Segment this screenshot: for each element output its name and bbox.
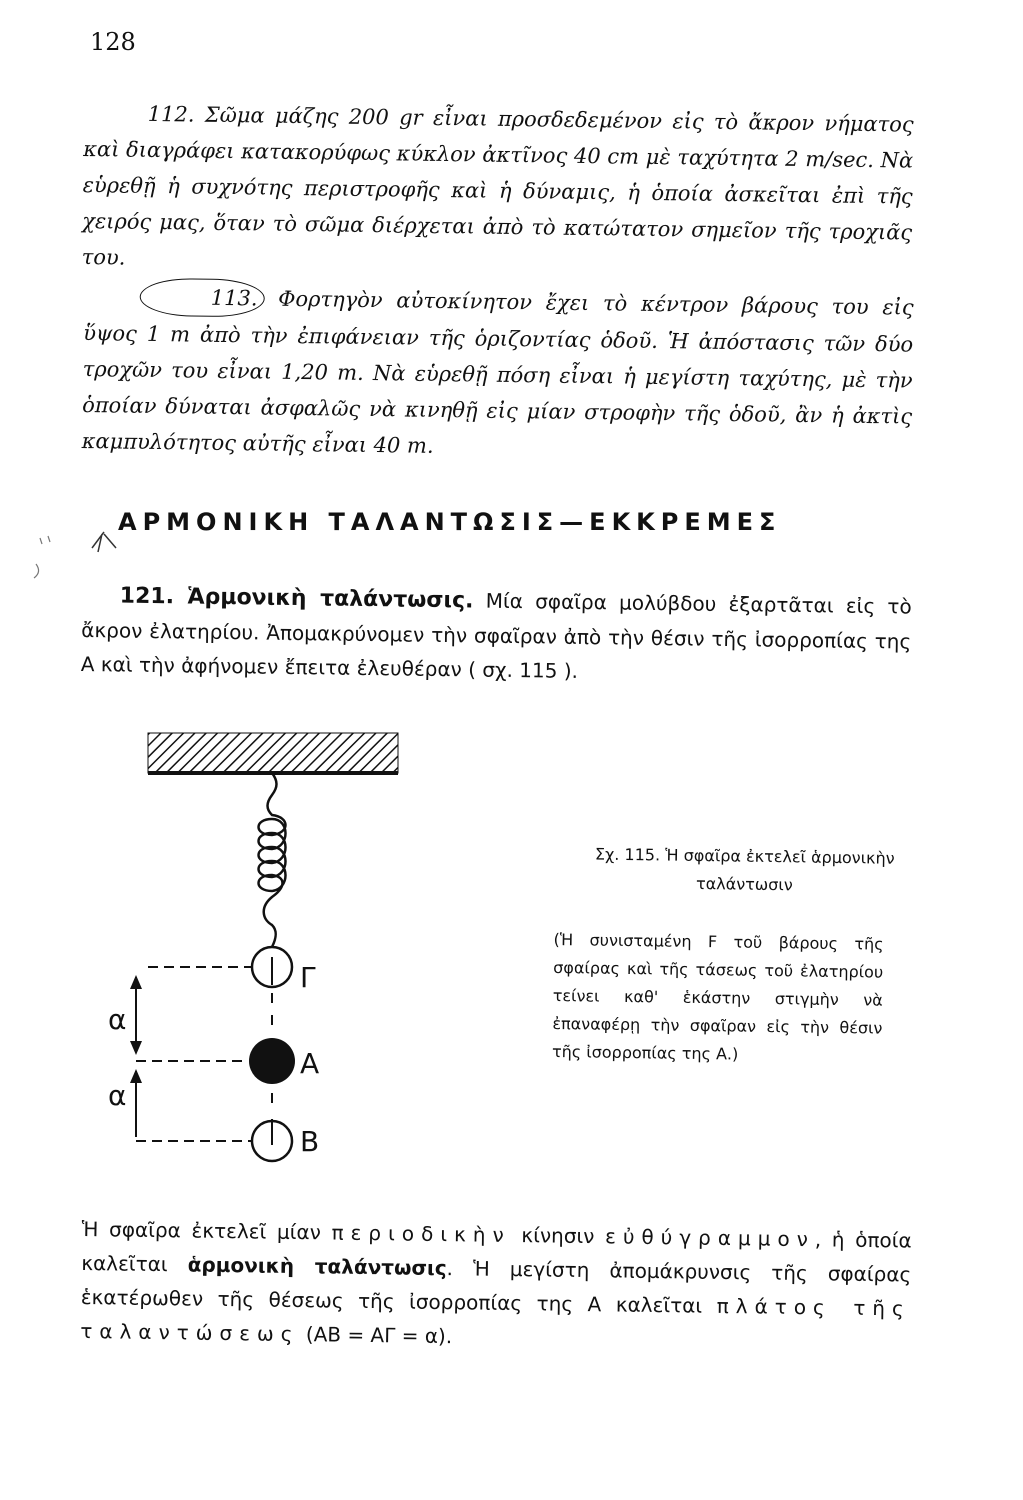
- problem-113-number: 113.: [139, 278, 264, 318]
- arrowhead-up: [130, 975, 142, 989]
- figure-caption: [552, 840, 915, 1071]
- arrowhead-mid-up: [130, 1069, 142, 1083]
- term-harmonic-oscillation: ἁρμονικὴ ταλάντωσις: [187, 1252, 447, 1281]
- term-amplitude: πλάτος τῆς ταλαντώσεως: [80, 1293, 911, 1347]
- bottom-text-7: . Ἡ μεγίστη ἀπομάκρυνσις τῆς σφαίρας ἑκατέρωθεν τῆς θέσεως τῆς ἰσορροπίας της Α καλεῖται: [80, 1256, 912, 1318]
- bottom-text-3: κίνησιν: [510, 1222, 606, 1249]
- term-periodic: περιοδικὴν: [331, 1220, 511, 1247]
- problem-112-text: Σῶμα μάζης 200 gr εἶναι προσδεδεμένον εἰς τὸ ἄκρον νήματος καὶ διαγράφει κατακορύφως κύκλον ἀκτῖνος 40 cm μὲ ταχύτητα 2 m/sec. Νὰ εὑρεθῇ ἡ συχνότης περιστροφῆς καὶ ἡ δύναμις, ἡ ὁποία ἀσκεῖται ἐπὶ τῆς χειρός μας, ὅταν τὸ σῶμα διέρχεται ἀπὸ τὸ κατώτατον σημεῖον τῆς τροχιᾶς του.: [81, 102, 914, 270]
- caption-note: (Ἡ συνισταμένη F τοῦ βάρους τῆς σφαίρας καὶ τῆς τάσεως τοῦ ἐλατηρίου τείνει καθ' ἑκάστην στιγμὴν νὰ ἐπαναφέρῃ τὴν σφαῖραν εἰς τὴν θέσιν τῆς ἰσορροπίας της Α.): [551, 929, 884, 1064]
- spring-oscillation-diagram: [100, 725, 460, 1165]
- label-gamma: Γ: [300, 961, 316, 994]
- bottom-text-9: (ΑΒ = ΑΓ = α).: [299, 1322, 453, 1349]
- caption-title: Σχ. 115. Ἡ σφαῖρα ἐκτελεῖ ἁρμονικὴν ταλάντωσιν: [594, 844, 895, 895]
- margin-pencil-marks: [30, 520, 130, 580]
- section-heading: ΑΡΜΟΝΙΚΗ ΤΑΛΑΝΤΩΣΙΣ—ΕΚΚΡΕΜΕΣ: [118, 508, 782, 536]
- term-rectilinear: εὐθύγραμμον: [604, 1224, 816, 1252]
- label-amplitude-upper: α: [108, 1003, 127, 1036]
- arrowhead-mid-down: [130, 1041, 142, 1055]
- section-121-paragraph: [81, 578, 912, 693]
- problem-112: [81, 95, 913, 287]
- spring: [259, 773, 286, 947]
- problem-113: [81, 277, 913, 471]
- bottom-text-5: , ἡ ὁποία καλεῖται: [81, 1227, 912, 1277]
- page-number: 128: [90, 28, 136, 56]
- label-beta: Β: [300, 1125, 320, 1158]
- ceiling-support: [148, 733, 398, 773]
- problem-112-number: 112.: [147, 101, 195, 127]
- problem-113-text: Φορτηγὸν αὐτοκίνητον ἔχει τὸ κέντρον βάρους του εἰς ὕψος 1 m ἀπὸ τὴν ἐπιφάνειαν τῆς ὁριζοντίας ὁδοῦ. Ἡ ἀπόστασις τῶν δύο τροχῶν του εἶναι 1,20 m. Νὰ εὑρεθῇ πόση εἶναι ἡ μεγίστη ταχύτης, μὲ τὴν ὁποίαν δύναται ἀσφαλῶς νὰ κινηθῇ εἰς μίαν στροφὴν τῆς ὁδοῦ, ἂν ἡ ἀκτὶς καμπυλότητος αὐτῆς εἶναι 40 m.: [81, 286, 914, 458]
- section-121-heading: 121. Ἁρμονικὴ ταλάντωσις.: [119, 583, 474, 614]
- ball-equilibrium: [249, 1038, 295, 1084]
- label-amplitude-lower: α: [108, 1079, 127, 1112]
- bottom-text-1: Ἡ σφαῖρα ἐκτελεῖ μίαν: [81, 1216, 332, 1245]
- harmonic-definition-paragraph: [80, 1212, 912, 1360]
- label-alpha-point: Α: [300, 1047, 320, 1080]
- figure-115: [100, 725, 460, 1165]
- section-121-text: Μία σφαῖρα μολύβδου ἐξαρτᾶται εἰς τὸ ἄκρον ἐλατηρίου. Ἀπομακρύνομεν τὴν σφαῖραν ἀπὸ τὴν θέσιν τῆς ἰσορροπίας της Α καὶ τὴν ἀφήνομεν ἔπειτα ἐλευθέραν ( σχ. 115 ).: [80, 588, 912, 683]
